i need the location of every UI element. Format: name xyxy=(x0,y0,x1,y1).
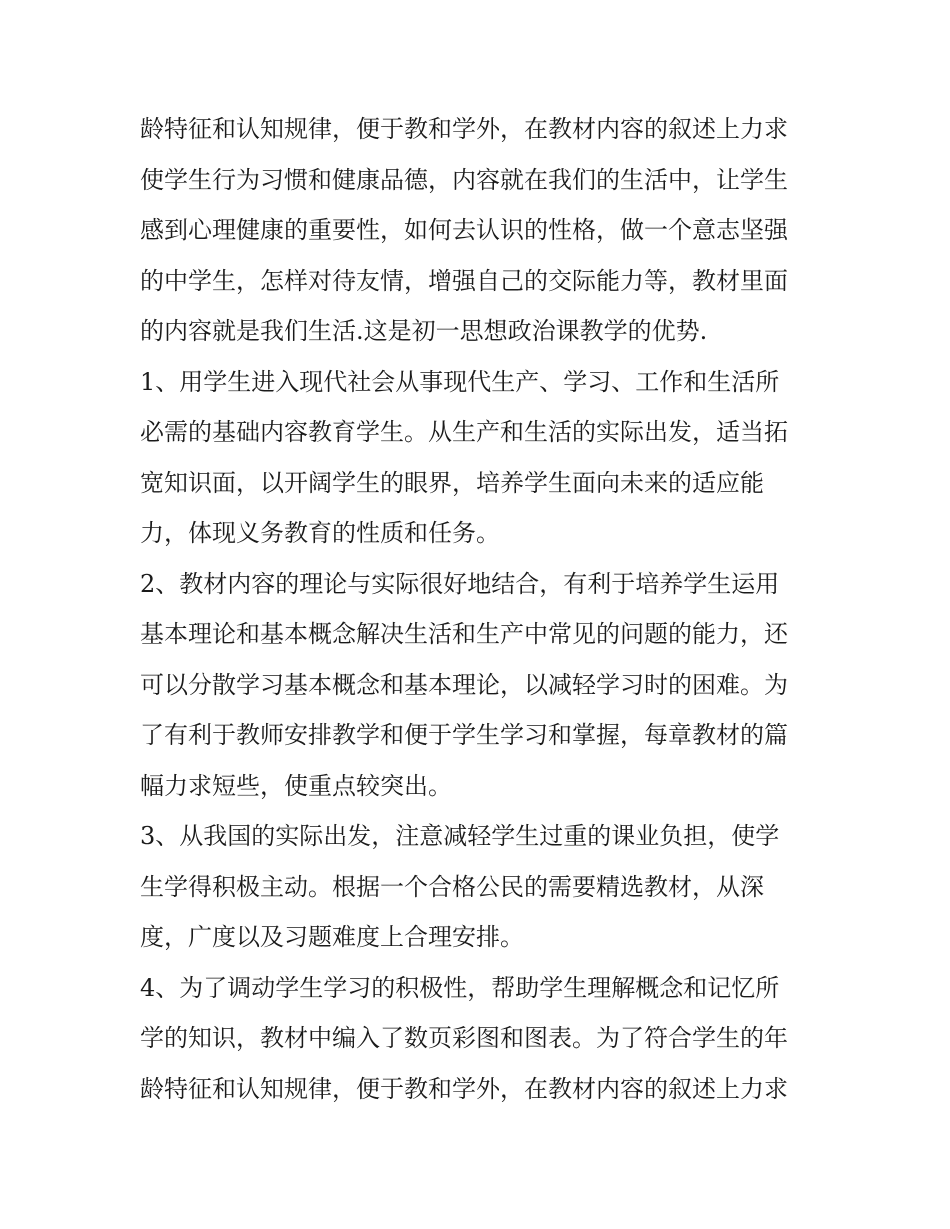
document-body xyxy=(140,104,820,1114)
text-line: 宽知识面，以开阔学生的眼界，培养学生面向未来的适应能 xyxy=(140,468,764,497)
text-line: 感到心理健康的重要性，如何去认识的性格，做一个意志坚强 xyxy=(140,216,788,244)
text-line: 生学得积极主动。根据一个合格公民的需要精选教材，从深 xyxy=(140,872,764,901)
text-line: 龄特征和认知规律，便于教和学外，在教材内容的叙述上力求 xyxy=(140,1074,788,1103)
text-line: 4、为了调动学生学习的积极性，帮助学生理解概念和记忆所 xyxy=(140,973,780,1002)
text-line: 学的知识，教材中编入了数页彩图和图表。为了符合学生的年 xyxy=(140,1024,788,1052)
text-line: 可以分散学习基本概念和基本理论，以减轻学习时的困难。为 xyxy=(140,670,788,699)
text-line: 1、用学生进入现代社会从事现代生产、学习、工作和生活所 xyxy=(140,367,780,396)
text-line: 龄特征和认知规律，便于教和学外，在教材内容的叙述上力求 xyxy=(140,115,788,143)
text-line: 幅力求短些，使重点较突出。 xyxy=(140,771,452,800)
text-line: 度，广度以及习题难度上合理安排。 xyxy=(140,923,524,951)
text-line: 了有利于教师安排教学和便于学生学习和掌握，每章教材的篇 xyxy=(140,721,788,749)
text-line: 必需的基础内容教育学生。从生产和生活的实际出发，适当拓 xyxy=(140,418,788,446)
text-line: 使学生行为习惯和健康品德，内容就在我们的生活中，让学生 xyxy=(140,165,788,194)
text-line: 基本理论和基本概念解决生活和生产中常见的问题的能力，还 xyxy=(140,620,788,648)
text-line: 2、教材内容的理论与实际很好地结合，有利于培养学生运用 xyxy=(140,569,780,598)
text-line: 的中学生，怎样对待友情，增强自己的交际能力等，教材里面 xyxy=(140,266,788,295)
text-line: 的内容就是我们生活.这是初一思想政治课教学的优势. xyxy=(140,317,708,345)
text-line: 力，体现义务教育的性质和任务。 xyxy=(140,519,500,547)
text-line: 3、从我国的实际出发，注意减轻学生过重的课业负担，使学 xyxy=(140,822,780,850)
